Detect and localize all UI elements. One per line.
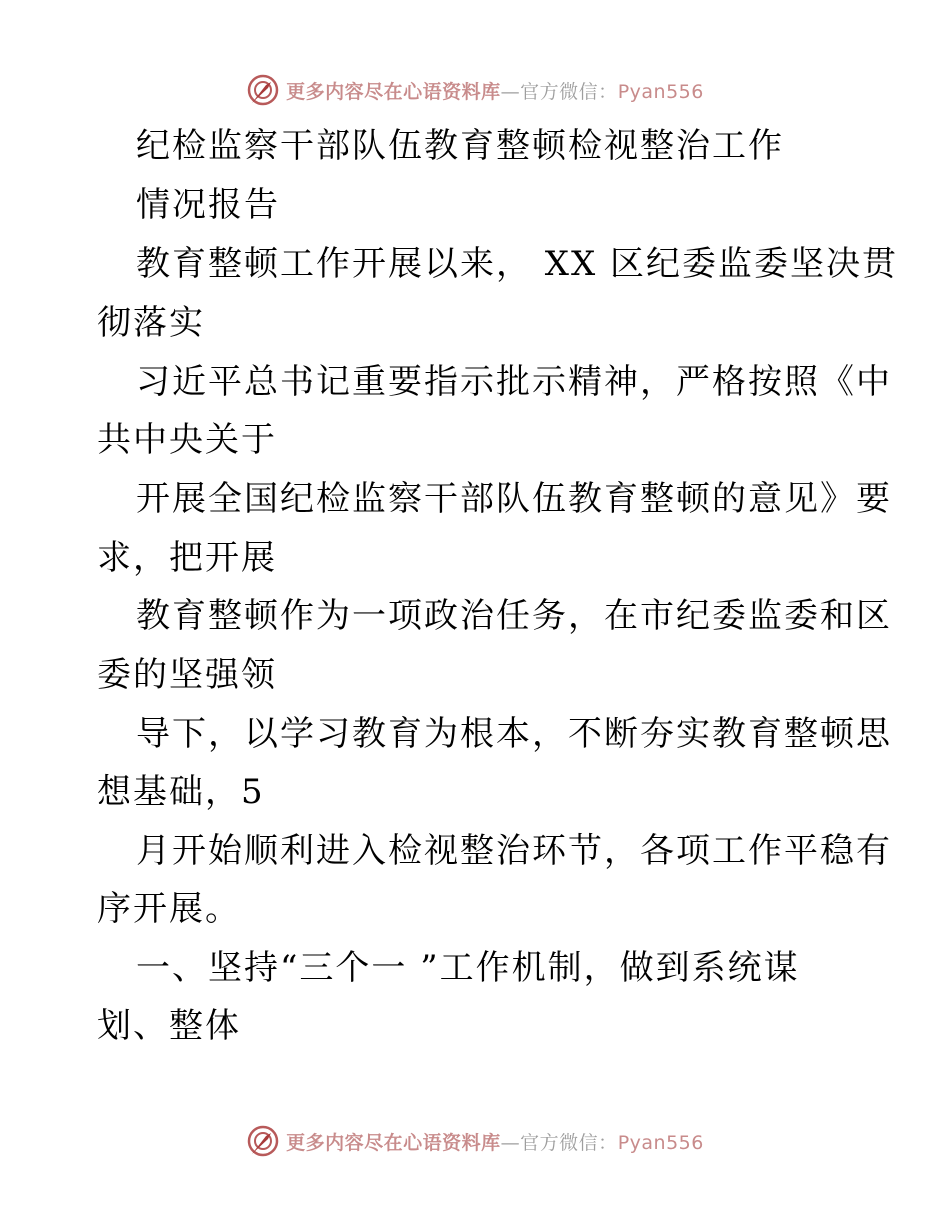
watermark-account: Pyan556 xyxy=(617,1131,704,1154)
paragraph-line: 开展全国纪检监察干部队伍教育整顿的意见》要 xyxy=(136,479,892,519)
paragraph-line: 习近平总书记重要指示批示精神，严格按照《中 xyxy=(136,362,892,402)
watermark-label: 官方微信： xyxy=(520,1131,618,1154)
paragraph-line: 想基础，5 xyxy=(97,772,265,812)
watermark-text xyxy=(286,77,704,104)
section-heading-line: 划、整体 xyxy=(97,1006,241,1046)
header-watermark xyxy=(0,70,950,110)
watermark-dash: — xyxy=(500,1131,521,1154)
document-title-line: 情况报告 xyxy=(136,185,280,225)
watermark-dash: — xyxy=(500,80,521,103)
paragraph-line: 导下，以学习教育为根本，不断夯实教育整顿思 xyxy=(136,714,892,754)
paragraph-line: 求，把开展 xyxy=(97,538,277,578)
paragraph-line: 序开展。 xyxy=(97,889,241,929)
watermark-main-text: 更多内容尽在心语资料库 xyxy=(286,80,501,103)
paragraph-line: 彻落实 xyxy=(97,303,205,343)
paragraph-line: 月开始顺利进入检视整治环节，各项工作平稳有 xyxy=(136,831,892,871)
watermark-label: 官方微信： xyxy=(520,80,618,103)
paragraph-line: 教育整顿工作开展以来， XX 区纪委监委坚决贯 xyxy=(136,244,899,284)
pen-circle-logo-icon xyxy=(246,1124,280,1158)
paragraph-line: 教育整顿作为一项政治任务，在市纪委监委和区 xyxy=(136,596,892,636)
watermark-text xyxy=(286,1128,704,1155)
section-heading-line: 一、坚持“三个一 ”工作机制，做到系统谋 xyxy=(136,948,800,988)
watermark-main-text: 更多内容尽在心语资料库 xyxy=(286,1131,501,1154)
pen-circle-logo-icon xyxy=(246,73,280,107)
paragraph-line: 委的坚强领 xyxy=(97,655,277,695)
footer-watermark xyxy=(0,1121,950,1161)
watermark-account: Pyan556 xyxy=(617,80,704,103)
paragraph-line: 共中央关于 xyxy=(97,420,277,460)
document-title-line: 纪检监察干部队伍教育整顿检视整治工作 xyxy=(136,126,784,166)
